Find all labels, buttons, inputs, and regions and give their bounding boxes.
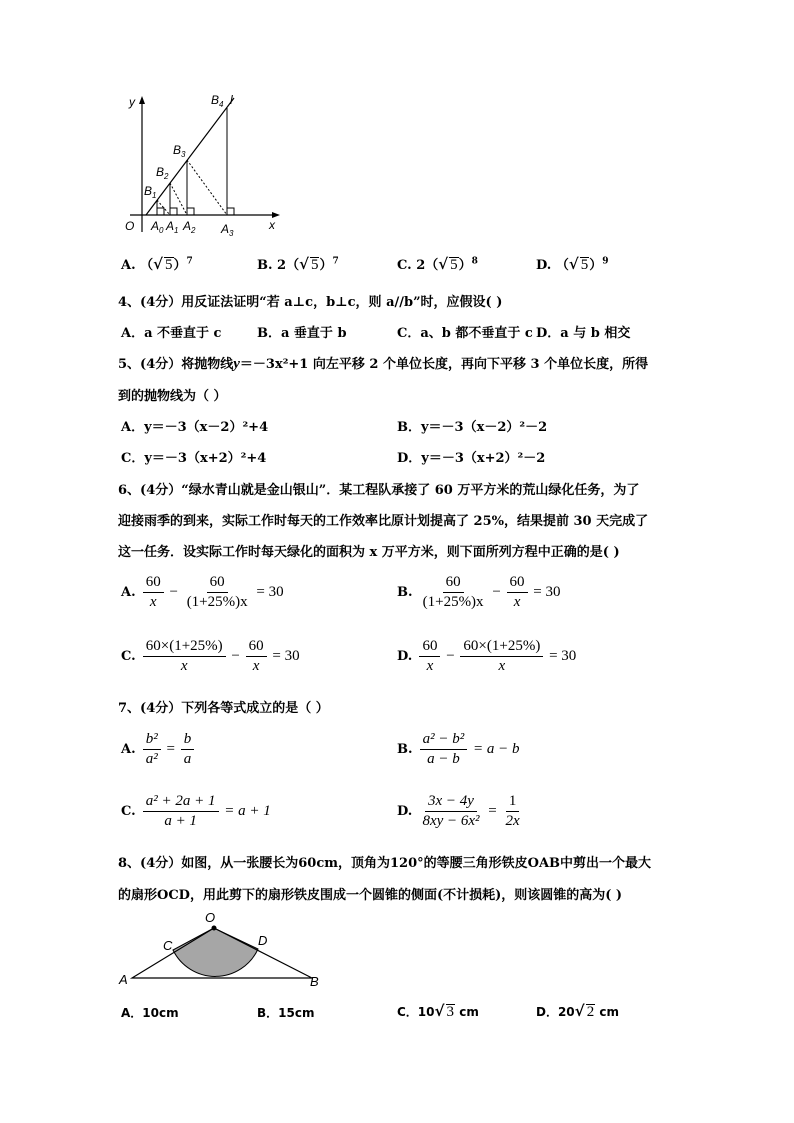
label-b4-sub: 4: [219, 100, 224, 109]
label-l: l: [230, 93, 233, 107]
q6-option-d[interactable]: [397, 638, 576, 675]
q3-option-b[interactable]: [257, 254, 339, 273]
equation-rhs: = 30: [272, 647, 300, 664]
fraction-denominator: x: [498, 658, 506, 674]
equals-sign: =: [488, 802, 497, 819]
fraction-numerator: 60: [443, 574, 464, 593]
q7-option-a[interactable]: [121, 731, 196, 768]
operator: −: [492, 583, 501, 600]
label-y: y: [129, 95, 135, 109]
q4-option-d[interactable]: D．a 与 b 相交: [536, 326, 631, 341]
fraction-numerator: 60: [246, 638, 267, 657]
sqrt-sign: √: [574, 1002, 585, 1020]
q6-stem-line3: 这一任务．设实际工作时每天绿化的面积为 x 万平方米，则下面所列方程中正确的是( ): [118, 545, 620, 560]
q6-stem-line2: 迎接雨季的到来，实际工作时每天的工作效率比原计划提高了 25%，结果提前 30 天完成了: [118, 514, 649, 529]
q4-option-c[interactable]: C．a、b 都不垂直于 c: [397, 326, 533, 341]
fraction-numerator: 60: [419, 638, 440, 657]
fraction-numerator: 60×(1+25%): [460, 638, 543, 657]
sqrt-sign: √: [568, 255, 579, 273]
q5-stem-text: 5、(4分）将抛物线: [118, 357, 234, 372]
fraction-numerator: b: [181, 731, 195, 750]
equation-rhs: = a − b: [472, 740, 520, 757]
q3-option-a[interactable]: [121, 254, 193, 273]
q6-option-c[interactable]: [121, 638, 300, 675]
fraction-numerator: b²: [143, 731, 161, 750]
q7-stem: 7、(4分）下列各等式成立的是（ ）: [118, 701, 329, 716]
q5-option-c[interactable]: C．y＝－3（x+2）²+4: [121, 451, 267, 466]
label-b3: B: [173, 143, 182, 157]
q7-option-c[interactable]: [121, 793, 271, 830]
fraction-numerator: 1: [506, 793, 520, 812]
fraction-denominator: 2x: [505, 813, 520, 829]
option-letter: D.: [397, 803, 413, 819]
q3-option-c[interactable]: [397, 254, 478, 273]
label-b1: B: [144, 184, 153, 198]
q5-option-b[interactable]: B．y＝－3（x－2）²－2: [397, 420, 548, 435]
q6-option-b[interactable]: [397, 574, 561, 611]
label-origin: O: [125, 219, 135, 233]
q5-option-a[interactable]: A．y＝－3（x－2）²+4: [121, 420, 269, 435]
option-letter: C.: [397, 258, 412, 273]
q8-stem-line2: 的扇形OCD，用此剪下的扇形铁皮围成一个圆锥的侧面(不计损耗)，则该圆锥的高为( ): [118, 888, 623, 903]
fraction-numerator: 60: [507, 574, 528, 593]
label-a3-sub: 3: [229, 229, 234, 238]
label-o: O: [205, 910, 216, 925]
label-a0: A: [151, 219, 160, 233]
q8-option-c[interactable]: [397, 1002, 479, 1020]
exponent: 7: [332, 256, 339, 267]
q6-stem-line1: 6、(4分）“绿水青山就是金山银山”．某工程队承接了 60 万平方米的荒山绿化任务，为了: [118, 483, 640, 498]
label-x: x: [269, 218, 275, 232]
q4-stem: 4、(4分）用反证法证明“若 a⊥c，b⊥c，则 a//b”时，应假设( ): [118, 295, 503, 310]
label-a1-sub: 1: [174, 226, 179, 235]
radicand: 3: [446, 1004, 455, 1020]
sqrt-sign: √: [299, 255, 309, 273]
q4-option-a[interactable]: A．a 不垂直于 c: [121, 326, 222, 341]
q3-option-d[interactable]: [536, 254, 609, 273]
q8-option-d[interactable]: [536, 1002, 619, 1020]
operator: −: [446, 647, 455, 664]
option-letter: C.: [121, 648, 136, 664]
fraction-denominator: a²: [145, 751, 158, 767]
fraction-denominator: x: [252, 658, 260, 674]
coefficient: 2: [277, 258, 287, 273]
paren-open: （: [425, 258, 439, 273]
radicand: 5: [165, 257, 173, 273]
radicand: 5: [580, 257, 589, 273]
exponent: 8: [471, 256, 478, 267]
fraction-numerator: a² − b²: [420, 731, 468, 750]
fraction-denominator: x: [513, 594, 521, 610]
equation-rhs: = 30: [256, 583, 284, 600]
label-a2-sub: 2: [191, 226, 196, 235]
label-b3-sub: 3: [181, 150, 186, 159]
q8-option-a[interactable]: A．10cm: [121, 1006, 179, 1020]
fraction-denominator: (1+25%)x: [422, 594, 484, 610]
option-letter: A.: [121, 258, 136, 273]
sqrt-sign: √: [434, 1002, 445, 1020]
paren-close: ）: [319, 258, 333, 273]
q7-option-b[interactable]: [397, 731, 519, 768]
paren-close: ）: [458, 258, 472, 273]
radicand: 5: [450, 257, 458, 273]
operator: −: [231, 647, 240, 664]
label-a0-sub: 0: [159, 226, 164, 235]
option-letter: A.: [121, 584, 136, 600]
q8-stem-line1: 8、(4分）如图，从一张腰长为60cm，顶角为120°的等腰三角形铁皮OAB中剪出一个最大: [118, 856, 652, 871]
operator: −: [169, 583, 178, 600]
q5-stem-line2: 到的抛物线为（ ）: [118, 389, 227, 404]
option-letter: B.: [397, 584, 413, 600]
paren-open: （: [555, 258, 569, 273]
question8-figure: [116, 906, 326, 988]
fraction-denominator: x: [180, 658, 188, 674]
option-letter: D.: [536, 258, 552, 273]
fraction-numerator: 60: [143, 574, 164, 593]
equation-rhs: = 30: [533, 583, 561, 600]
q5-option-d[interactable]: D．y＝－3（x+2）²－2: [397, 451, 546, 466]
radicand: 5: [310, 257, 319, 273]
sqrt-sign: √: [438, 255, 449, 273]
q5-stem-text-2: ＝－3x²+1 向左平移 2 个单位长度，再向下平移 3 个单位长度，所得: [239, 357, 649, 372]
coefficient: 2: [416, 258, 426, 273]
option-letter: C.: [121, 803, 136, 819]
fraction-numerator: 60: [207, 574, 228, 593]
question3-figure: [118, 92, 288, 242]
unit: cm: [459, 1005, 479, 1019]
label-b2-sub: 2: [164, 172, 169, 181]
label-d: D: [258, 933, 268, 948]
paren-open: （: [140, 258, 154, 273]
paren-open: （: [286, 258, 300, 273]
label-b4: B: [211, 93, 220, 107]
option-letter: A.: [121, 741, 136, 757]
label-a: A: [119, 972, 128, 987]
option-letter: B.: [257, 258, 273, 273]
label-b2: B: [156, 165, 165, 179]
option-letter: D.: [397, 648, 413, 664]
paren-close: ）: [589, 258, 603, 273]
fraction-numerator: 3x − 4y: [425, 793, 477, 812]
label-a3: A: [221, 222, 230, 236]
equals-sign: =: [166, 740, 175, 757]
label-a1: A: [166, 219, 175, 233]
label-c: C: [163, 938, 173, 953]
fraction-denominator: (1+25%)x: [186, 594, 248, 610]
q4-option-b[interactable]: B．a 垂直于 b: [257, 326, 347, 341]
label-a2: A: [183, 219, 192, 233]
equation-rhs: = a + 1: [224, 802, 271, 819]
paren-close: ）: [173, 258, 187, 273]
label-b: B: [310, 974, 319, 988]
exponent: 9: [602, 256, 609, 267]
equation-rhs: = 30: [549, 647, 577, 664]
option-letter: B.: [397, 741, 413, 757]
exponent: 7: [186, 256, 193, 267]
fraction-denominator: 8xy − 6x²: [422, 813, 480, 829]
q7-option-d[interactable]: [397, 793, 525, 830]
fraction-numerator: 60×(1+25%): [143, 638, 226, 657]
q8-option-b[interactable]: B．15cm: [257, 1006, 315, 1020]
option-text: C．10: [397, 1005, 435, 1019]
fraction-denominator: x: [426, 658, 434, 674]
fraction-denominator: a − b: [427, 751, 460, 767]
q6-option-a[interactable]: [121, 574, 284, 611]
fraction-denominator: x: [149, 594, 157, 610]
fraction-denominator: a: [183, 751, 192, 767]
radicand: 2: [586, 1004, 595, 1020]
unit: cm: [599, 1005, 619, 1019]
sqrt-sign: √: [153, 255, 164, 273]
label-b1-sub: 1: [152, 191, 157, 200]
q5-stem-line1: [118, 353, 648, 373]
q5-stem-y: y: [233, 356, 240, 372]
fraction-numerator: a² + 2a + 1: [143, 793, 219, 812]
option-text: D．20: [536, 1005, 575, 1019]
fraction-denominator: a + 1: [164, 813, 197, 829]
